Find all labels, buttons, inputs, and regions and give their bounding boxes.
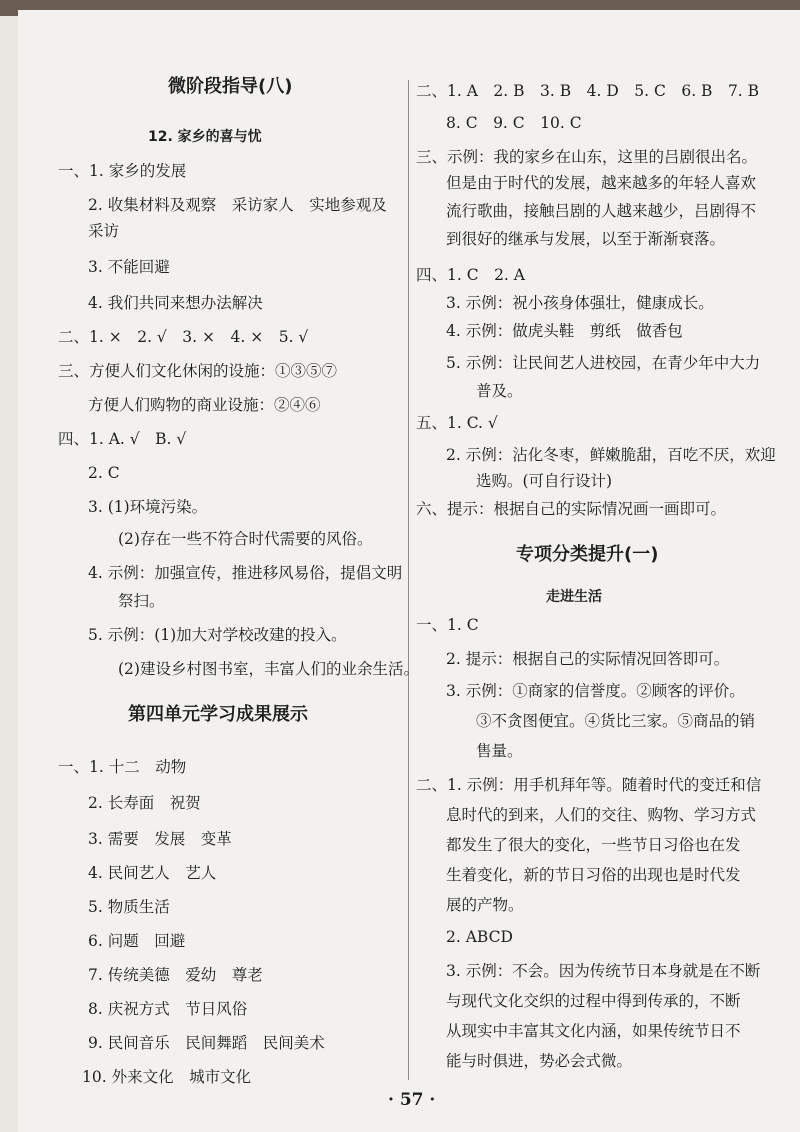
answer-line: 一、1. 家乡的发展 (58, 162, 187, 180)
section-subtitle: 走进生活 (546, 589, 602, 605)
answer-line: 能与时俱进，势必会式微。 (446, 1052, 633, 1070)
answer-line: 3. 需要 发展 变革 (88, 830, 232, 848)
answer-line: 2. 长寿面 祝贺 (88, 794, 201, 812)
answer-line: 4. 示例：加强宣传，推进移风易俗，提倡文明 (88, 564, 403, 582)
answer-line: 2. 示例：沾化冬枣，鲜嫩脆甜，百吃不厌，欢迎 (446, 446, 776, 464)
answer-line: 一、1. C (416, 616, 479, 634)
answer-line: 从现实中丰富其文化内涵，如果传统节日不 (446, 1022, 741, 1040)
document-page (18, 10, 800, 1132)
answer-line: 三、示例：我的家乡在山东，这里的吕剧很出名。 (416, 148, 758, 166)
section-title: 专项分类提升(一) (516, 544, 659, 565)
answer-line: 7. 传统美德 爱幼 尊老 (88, 966, 263, 984)
page-number: · 57 · (388, 1090, 436, 1110)
answer-line: 2. C (88, 464, 120, 482)
answer-line: 到很好的继承与发展，以至于渐渐衰落。 (446, 230, 726, 248)
answer-line: 2. ABCD (446, 928, 513, 946)
answer-line: 都发生了很大的变化，一些节日习俗也在发 (446, 836, 741, 854)
answer-line: 五、1. C. √ (416, 414, 498, 432)
answer-line: 息时代的到来，人们的交往、购物、学习方式 (446, 806, 757, 824)
answer-line: 六、提示：根据自己的实际情况画一画即可。 (416, 500, 727, 518)
unit-title: 第四单元学习成果展示 (128, 704, 308, 725)
answer-line: 二、1. A 2. B 3. B 4. D 5. C 6. B 7. B (416, 82, 760, 100)
answer-line: (2)存在一些不符合时代需要的风俗。 (118, 530, 373, 548)
section-heading: 微阶段指导(八) (168, 76, 293, 97)
answer-line: 10. 外来文化 城市文化 (82, 1068, 252, 1086)
answer-line: 5. 示例：(1)加大对学校改建的投入。 (88, 626, 347, 644)
answer-line: 普及。 (476, 382, 523, 400)
answer-line: 5. 示例：让民间艺人进校园，在青少年中大力 (446, 354, 761, 372)
answer-line: 2. 收集材料及观察 采访家人 实地参观及 (88, 196, 387, 214)
answer-line: 但是由于时代的发展，越来越多的年轻人喜欢 (446, 174, 757, 192)
answer-line: 方便人们购物的商业设施：②④⑥ (88, 396, 321, 414)
answer-line: 与现代文化交织的过程中得到传承的，不断 (446, 992, 741, 1010)
answer-line: 二、1. 示例：用手机拜年等。随着时代的变迁和信 (416, 776, 762, 794)
answer-line: 9. 民间音乐 民间舞蹈 民间美术 (88, 1034, 325, 1052)
answer-line: 四、1. C 2. A (416, 266, 525, 284)
answer-line: ③不贪图便宜。④货比三家。⑤商品的销 (476, 712, 756, 730)
answer-line: 3. 示例：①商家的信誉度。②顾客的评价。 (446, 682, 745, 700)
answer-line: 售量。 (476, 742, 523, 760)
answer-line: 3. 示例：不会。因为传统节日本身就是在不断 (446, 962, 761, 980)
answer-line: 6. 问题 回避 (88, 932, 186, 950)
answer-line: 生着变化，新的节日习俗的出现也是时代发 (446, 866, 741, 884)
answer-line: 二、1. × 2. √ 3. × 4. × 5. √ (58, 328, 309, 346)
answer-line: 3. 不能回避 (88, 258, 170, 276)
answer-line: 3. 示例：祝小孩身体强壮，健康成长。 (446, 294, 714, 312)
answer-line: 祭扫。 (118, 592, 165, 610)
lesson-title: 12. 家乡的喜与忧 (148, 129, 262, 145)
answer-line: 采访 (88, 222, 120, 240)
answer-line: 四、1. A. √ B. √ (58, 430, 187, 448)
answer-line: 4. 民间艺人 艺人 (88, 864, 217, 882)
answer-line: 4. 我们共同来想办法解决 (88, 294, 263, 312)
answer-line: 8. 庆祝方式 节日风俗 (88, 1000, 248, 1018)
answer-line: 3. (1)环境污染。 (88, 498, 208, 516)
answer-line: 展的产物。 (446, 896, 524, 914)
answer-line: 2. 提示：根据自己的实际情况回答即可。 (446, 650, 730, 668)
answer-line: 选购。(可自行设计) (476, 472, 613, 490)
answer-line: 4. 示例：做虎头鞋 剪纸 做香包 (446, 322, 683, 340)
answer-line: (2)建设乡村图书室，丰富人们的业余生活。 (118, 660, 419, 678)
answer-line: 5. 物质生活 (88, 898, 170, 916)
answer-line: 一、1. 十二 动物 (58, 758, 187, 776)
column-divider (408, 80, 409, 1080)
answer-line: 8. C 9. C 10. C (446, 114, 582, 132)
answer-line: 流行歌曲，接触吕剧的人越来越少，吕剧得不 (446, 202, 757, 220)
answer-line: 三、方便人们文化休闲的设施：①③⑤⑦ (58, 362, 338, 380)
